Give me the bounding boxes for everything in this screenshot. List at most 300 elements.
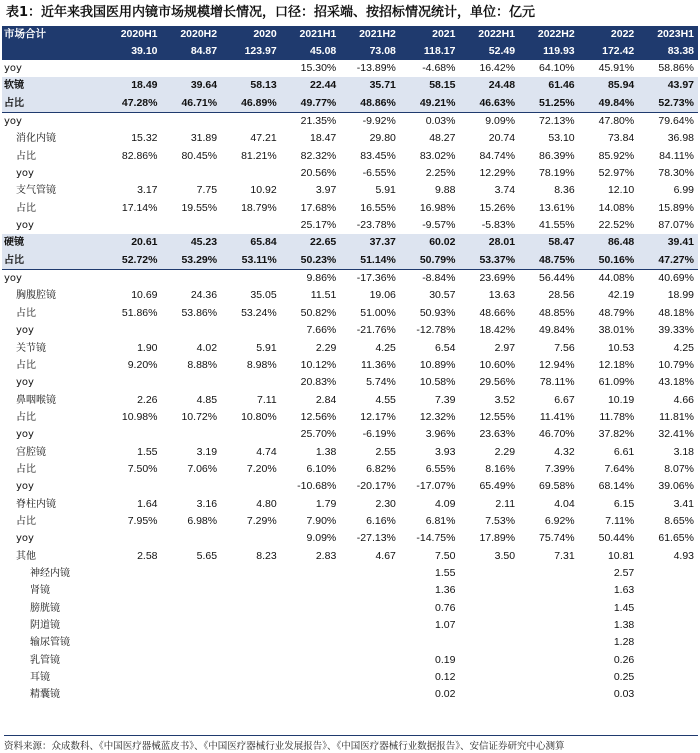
table-cell: 12.29% <box>479 167 516 180</box>
table-cell: 6.10% <box>306 462 337 475</box>
table-cell <box>638 669 698 686</box>
table-cell <box>102 217 162 234</box>
table-cell: 3.93 <box>435 445 456 458</box>
table-cell: 12.32% <box>419 410 456 423</box>
table-cell: 12.17% <box>360 410 396 423</box>
table-cell: 45.91% <box>598 62 635 74</box>
total-cell: 123.97 <box>221 43 281 60</box>
table-cell: 13.63 <box>488 289 516 302</box>
table-cell <box>162 217 222 234</box>
table-cell: 7.39 <box>435 393 456 406</box>
table-cell: 2.84 <box>315 393 337 406</box>
total-cell: 118.17 <box>400 43 460 60</box>
table-cell <box>459 669 519 686</box>
table-cell <box>102 530 162 547</box>
table-cell <box>281 565 341 582</box>
table-cell: 56.44% <box>539 272 575 285</box>
table-cell: 2.30 <box>375 497 396 510</box>
table-cell <box>638 617 698 634</box>
table-cell <box>519 565 579 582</box>
table-cell <box>162 374 222 391</box>
table-cell: 10.58% <box>419 376 456 389</box>
table-cell: 37.37 <box>340 234 400 251</box>
table-cell: 25.17% <box>300 219 337 232</box>
table-cell: 20.74 <box>488 132 516 145</box>
table-cell: 20.61 <box>102 234 162 251</box>
table-cell <box>221 617 281 634</box>
table-cell: 86.39% <box>539 149 575 162</box>
table-cell: 18.49 <box>102 77 162 94</box>
table-cell: 48.86% <box>340 95 400 113</box>
table-cell: 0.12 <box>435 671 456 684</box>
table-cell: 1.36 <box>435 584 456 597</box>
table-cell: 18.99 <box>667 289 694 302</box>
row-label: 占比 <box>2 95 102 113</box>
table-cell <box>340 565 400 582</box>
table-cell <box>459 565 519 582</box>
table-cell: 0.25 <box>613 671 635 684</box>
column-header: 2020H2 <box>162 26 222 43</box>
table-cell: 28.56 <box>548 289 575 302</box>
table-cell: 2.97 <box>494 341 516 354</box>
table-cell: 9.88 <box>435 184 456 197</box>
table-cell: 6.16% <box>366 514 396 527</box>
table-cell: 3.50 <box>494 549 516 562</box>
row-label: 支气管镜 <box>16 185 56 197</box>
table-row <box>2 461 698 478</box>
table-cell <box>102 165 162 182</box>
row-label: yoy <box>16 481 34 493</box>
table-cell: 47.21 <box>250 132 277 145</box>
table-cell: 7.95% <box>127 514 158 527</box>
table-cell: 46.71% <box>162 95 222 113</box>
table-cell <box>162 652 222 669</box>
table-body <box>2 60 698 704</box>
table-row <box>2 130 698 147</box>
table-cell: 15.30% <box>300 62 337 74</box>
table-cell: 6.15 <box>613 497 635 510</box>
table-cell <box>281 617 341 634</box>
table-cell: 21.35% <box>300 115 337 128</box>
row-label: 占比 <box>16 411 36 423</box>
table-cell <box>221 530 281 547</box>
table-cell: 5.74% <box>366 376 396 389</box>
row-label: 耳镜 <box>30 672 50 684</box>
table-cell: 8.88% <box>187 358 218 371</box>
table-cell: 6.81% <box>425 514 456 527</box>
table-cell: 10.79% <box>658 358 694 371</box>
table-cell: 4.74 <box>256 445 277 458</box>
table-cell: 42.19 <box>607 289 635 302</box>
row-label: 脊柱内镜 <box>16 498 56 510</box>
table-cell <box>340 617 400 634</box>
table-cell: 78.19% <box>539 167 575 180</box>
table-cell <box>221 60 281 77</box>
row-label: yoy <box>16 168 34 180</box>
table-row <box>2 426 698 443</box>
table-cell: 5.91 <box>375 184 396 197</box>
table-cell: 53.10 <box>548 132 575 145</box>
table-cell: 50.79% <box>400 252 460 270</box>
table-cell <box>638 652 698 669</box>
table-cell: 72.13% <box>539 115 575 128</box>
table-cell: 9.09% <box>485 115 516 128</box>
table-cell <box>519 652 579 669</box>
table-cell: 22.65 <box>281 234 341 251</box>
table-cell: 58.13 <box>221 77 281 94</box>
table-cell: 1.64 <box>137 497 158 510</box>
table-cell <box>340 686 400 703</box>
table-cell <box>102 565 162 582</box>
table-row <box>2 60 698 77</box>
table-cell: 7.56 <box>554 341 575 354</box>
table-cell: 4.32 <box>554 445 575 458</box>
table-cell: 1.38 <box>613 619 635 631</box>
table-cell: -23.78% <box>356 219 396 232</box>
table-cell: 0.26 <box>613 653 635 666</box>
table-cell: 61.09% <box>598 376 635 389</box>
table-cell <box>638 634 698 651</box>
table-cell <box>102 374 162 391</box>
table-row <box>2 148 698 165</box>
table-cell: 1.79 <box>315 497 337 510</box>
table-cell: 8.36 <box>554 184 575 197</box>
table-cell: 12.94% <box>539 358 575 371</box>
table-cell: 7.90% <box>306 514 337 527</box>
table-cell: 5.65 <box>196 549 218 562</box>
row-label: 肾镜 <box>30 585 50 597</box>
column-header: 2022H1 <box>459 26 519 43</box>
table-cell: 61.65% <box>658 532 694 545</box>
table-row <box>2 582 698 599</box>
table-cell <box>162 165 222 182</box>
table-cell: 3.74 <box>494 184 516 197</box>
table-cell: 10.81 <box>607 549 635 562</box>
table-cell: 2.57 <box>613 566 635 579</box>
table-cell: 41.55% <box>539 219 575 232</box>
table-cell: -9.92% <box>362 115 396 128</box>
row-label: 占比 <box>16 359 36 371</box>
table-cell: -4.68% <box>422 62 456 74</box>
table-cell: 1.07 <box>435 619 456 631</box>
table-cell: 24.48 <box>459 77 519 94</box>
table-cell <box>162 478 222 495</box>
table-cell: 10.69 <box>131 289 158 302</box>
table-cell: 43.97 <box>638 77 698 94</box>
table-cell: 83.45% <box>360 149 396 162</box>
table-cell <box>459 686 519 703</box>
table-cell: 81.21% <box>241 149 277 162</box>
table-cell <box>102 652 162 669</box>
row-label: 占比 <box>16 202 36 214</box>
table-cell: 15.32 <box>131 132 158 145</box>
table-cell: 4.66 <box>673 393 694 406</box>
table-cell: 3.97 <box>315 184 337 197</box>
table-cell: -6.55% <box>362 167 396 180</box>
table-cell: 7.11% <box>605 514 635 527</box>
table-cell: 3.41 <box>673 497 694 510</box>
table-cell: -27.13% <box>356 532 396 545</box>
table-cell: 39.06% <box>658 480 694 493</box>
table-cell <box>519 686 579 703</box>
table-cell: 18.79% <box>241 201 277 214</box>
table-cell: 58.86% <box>658 62 694 74</box>
row-label: 软镜 <box>2 77 102 94</box>
table-cell: 75.74% <box>539 532 575 545</box>
table-cell: 48.27 <box>429 132 456 145</box>
table-cell: 19.55% <box>181 201 218 214</box>
table-cell: 4.67 <box>375 549 396 562</box>
table-cell: 17.68% <box>300 201 337 214</box>
table-cell: 2.11 <box>495 497 516 510</box>
row-label: 占比 <box>2 252 102 270</box>
endoscope-market-table <box>2 26 698 704</box>
table-row <box>2 634 698 651</box>
table-cell: 0.76 <box>435 601 456 614</box>
table-cell: 80.45% <box>181 149 218 162</box>
table-cell <box>162 565 222 582</box>
table-cell: 2.29 <box>494 445 516 458</box>
total-cell: 83.38 <box>638 43 698 60</box>
table-cell: 7.29% <box>246 514 277 527</box>
table-cell <box>281 634 341 651</box>
table-cell: 35.05 <box>250 289 277 302</box>
table-cell: 20.56% <box>300 167 337 180</box>
table-cell: 11.78% <box>599 410 635 423</box>
total-cell: 39.10 <box>102 43 162 60</box>
table-row <box>2 669 698 686</box>
table-row <box>2 200 698 217</box>
table-cell: 50.82% <box>300 306 337 319</box>
table-cell <box>221 600 281 617</box>
table-cell: 48.18% <box>658 306 694 319</box>
table-cell: 12.56% <box>300 410 337 423</box>
table-cell: 6.67 <box>554 393 575 406</box>
table-cell <box>221 686 281 703</box>
table-cell: 16.98% <box>419 201 456 214</box>
table-row <box>2 305 698 322</box>
table-cell: 11.81% <box>659 410 694 423</box>
table-cell: 47.27% <box>638 252 698 270</box>
table-cell: 0.03% <box>425 115 456 128</box>
row-label: 占比 <box>16 307 36 319</box>
table-cell: 51.86% <box>121 306 158 319</box>
table-cell: 1.38 <box>315 445 337 458</box>
table-cell: 9.09% <box>306 532 337 545</box>
table-cell: 6.54 <box>435 341 456 354</box>
table-cell: 16.42% <box>479 62 516 74</box>
table-cell: 8.65% <box>664 514 694 527</box>
table-cell: 17.14% <box>121 201 158 214</box>
table-cell: 0.19 <box>435 653 456 666</box>
table-cell <box>102 582 162 599</box>
table-cell: 39.64 <box>162 77 222 94</box>
table-cell: 68.14% <box>598 480 635 493</box>
table-cell: 6.55% <box>425 462 456 475</box>
table-cell: 50.23% <box>281 252 341 270</box>
table-cell: 9.20% <box>127 358 158 371</box>
column-header: 2020 <box>221 26 281 43</box>
table-cell <box>102 322 162 339</box>
table-cell: 8.98% <box>246 358 277 371</box>
table-cell: 7.66% <box>306 324 337 337</box>
table-cell: -6.19% <box>362 428 396 441</box>
table-cell: 14.08% <box>598 201 635 214</box>
table-row <box>2 409 698 426</box>
table-cell: -21.76% <box>356 324 396 337</box>
row-label: 硬镜 <box>2 234 102 251</box>
total-cell: 73.08 <box>340 43 400 60</box>
column-header: 市场合计 <box>2 26 102 43</box>
table-cell <box>221 217 281 234</box>
table-cell: 43.18% <box>658 376 694 389</box>
table-cell <box>221 582 281 599</box>
table-cell: 8.16% <box>485 462 516 475</box>
table-cell <box>162 634 222 651</box>
table-cell <box>102 113 162 131</box>
table-cell: 36.98 <box>667 132 694 145</box>
table-cell: 10.80% <box>241 410 277 423</box>
table-cell: 7.64% <box>604 462 635 475</box>
table-cell: 29.56% <box>479 376 516 389</box>
row-label: 关节镜 <box>16 342 46 354</box>
table-cell <box>221 426 281 443</box>
table-cell: 4.25 <box>673 341 694 354</box>
total-cell: 45.08 <box>281 43 341 60</box>
table-cell <box>340 652 400 669</box>
table-row <box>2 165 698 182</box>
table-cell: 73.84 <box>607 132 635 145</box>
table-cell: 7.50% <box>127 462 158 475</box>
table-cell: 7.39% <box>544 462 575 475</box>
table-cell: 7.53% <box>485 514 516 527</box>
table-cell: 46.70% <box>539 428 575 441</box>
table-row <box>2 234 698 251</box>
row-label: 精囊镜 <box>30 689 60 701</box>
table-cell <box>102 634 162 651</box>
table-cell: 47.28% <box>102 95 162 113</box>
table-cell: 5.91 <box>256 341 277 354</box>
table-cell <box>162 322 222 339</box>
table-cell <box>162 600 222 617</box>
table-cell: 58.47 <box>519 234 579 251</box>
table-cell: 52.97% <box>598 167 635 180</box>
row-label: yoy <box>16 377 34 389</box>
source-footnote: 资料来源：众成数科、《中国医疗器械蓝皮书》、《中国医疗器械行业发展报告》、《中国医疗器械行业数据报告》、安信证券研究中心测算 <box>4 735 698 752</box>
table-cell: 50.44% <box>598 532 635 545</box>
table-cell: 0.03 <box>613 688 635 701</box>
table-cell: -13.89% <box>356 62 396 74</box>
table-cell: 51.14% <box>340 252 400 270</box>
table-cell: 44.08% <box>598 272 635 285</box>
table-cell <box>221 478 281 495</box>
table-row <box>2 600 698 617</box>
table-cell <box>459 634 519 651</box>
table-cell: 46.63% <box>459 95 519 113</box>
table-cell: 10.72% <box>181 410 218 423</box>
table-cell: 22.52% <box>598 219 635 232</box>
row-label: yoy <box>4 273 22 285</box>
table-cell <box>102 426 162 443</box>
table-cell: 64.10% <box>539 62 575 74</box>
table-cell <box>519 600 579 617</box>
table-cell: 11.51 <box>310 289 337 302</box>
table-cell: 29.80 <box>369 132 396 145</box>
table-row <box>2 217 698 234</box>
table-cell <box>162 530 222 547</box>
table-cell: 10.98% <box>121 410 158 423</box>
table-cell: 3.17 <box>137 184 158 197</box>
table-cell: 35.71 <box>340 77 400 94</box>
total-cell: 172.42 <box>579 43 639 60</box>
row-label: 其他 <box>16 550 36 562</box>
table-cell: 50.16% <box>579 252 639 270</box>
table-cell: 18.42% <box>479 324 516 337</box>
table-cell: 16.55% <box>360 201 396 214</box>
table-cell: 49.77% <box>281 95 341 113</box>
column-header: 2022 <box>579 26 639 43</box>
table-cell: 52.73% <box>638 95 698 113</box>
table-cell: 32.41% <box>658 428 694 441</box>
table-cell: 4.09 <box>435 497 456 510</box>
table-cell: 0.02 <box>435 688 456 701</box>
table-cell: 2.58 <box>137 549 158 562</box>
table-cell <box>162 426 222 443</box>
table-row <box>2 478 698 495</box>
table-cell: 4.04 <box>554 497 575 510</box>
table-cell <box>102 686 162 703</box>
table-cell: 49.84% <box>539 324 575 337</box>
row-label: 阴道镜 <box>30 620 60 631</box>
table-row <box>2 496 698 513</box>
table-cell: 18.47 <box>310 132 337 145</box>
table-cell <box>221 113 281 131</box>
table-cell <box>281 669 341 686</box>
table-cell: 48.66% <box>479 306 516 319</box>
table-cell: 85.94 <box>579 77 639 94</box>
table-cell <box>459 617 519 634</box>
table-cell: 6.98% <box>187 514 218 527</box>
table-cell: 6.82% <box>366 462 396 475</box>
table-cell: 22.44 <box>281 77 341 94</box>
table-cell: 10.53 <box>607 341 635 354</box>
table-row <box>2 340 698 357</box>
table-cell: 24.36 <box>190 289 218 302</box>
table-cell: 4.85 <box>196 393 218 406</box>
table-cell <box>102 478 162 495</box>
table-cell: 12.18% <box>598 358 635 371</box>
table-cell: 65.49% <box>479 480 516 493</box>
column-header: 2020H1 <box>102 26 162 43</box>
table-cell: -8.84% <box>422 272 456 285</box>
table-cell: 4.02 <box>196 341 218 354</box>
table-cell <box>102 669 162 686</box>
table-row <box>2 374 698 391</box>
table-cell: 39.33% <box>658 324 694 337</box>
table-cell <box>281 582 341 599</box>
table-row <box>2 95 698 113</box>
total-row <box>2 43 698 60</box>
table-cell: -14.75% <box>416 532 456 545</box>
table-cell: 4.55 <box>375 393 396 406</box>
total-label <box>2 43 102 60</box>
row-label: yoy <box>16 325 34 337</box>
table-cell: 13.61% <box>539 201 575 214</box>
table-cell <box>519 582 579 599</box>
table-row <box>2 444 698 461</box>
table-cell: 48.75% <box>519 252 579 270</box>
table-cell: 3.16 <box>196 497 218 510</box>
